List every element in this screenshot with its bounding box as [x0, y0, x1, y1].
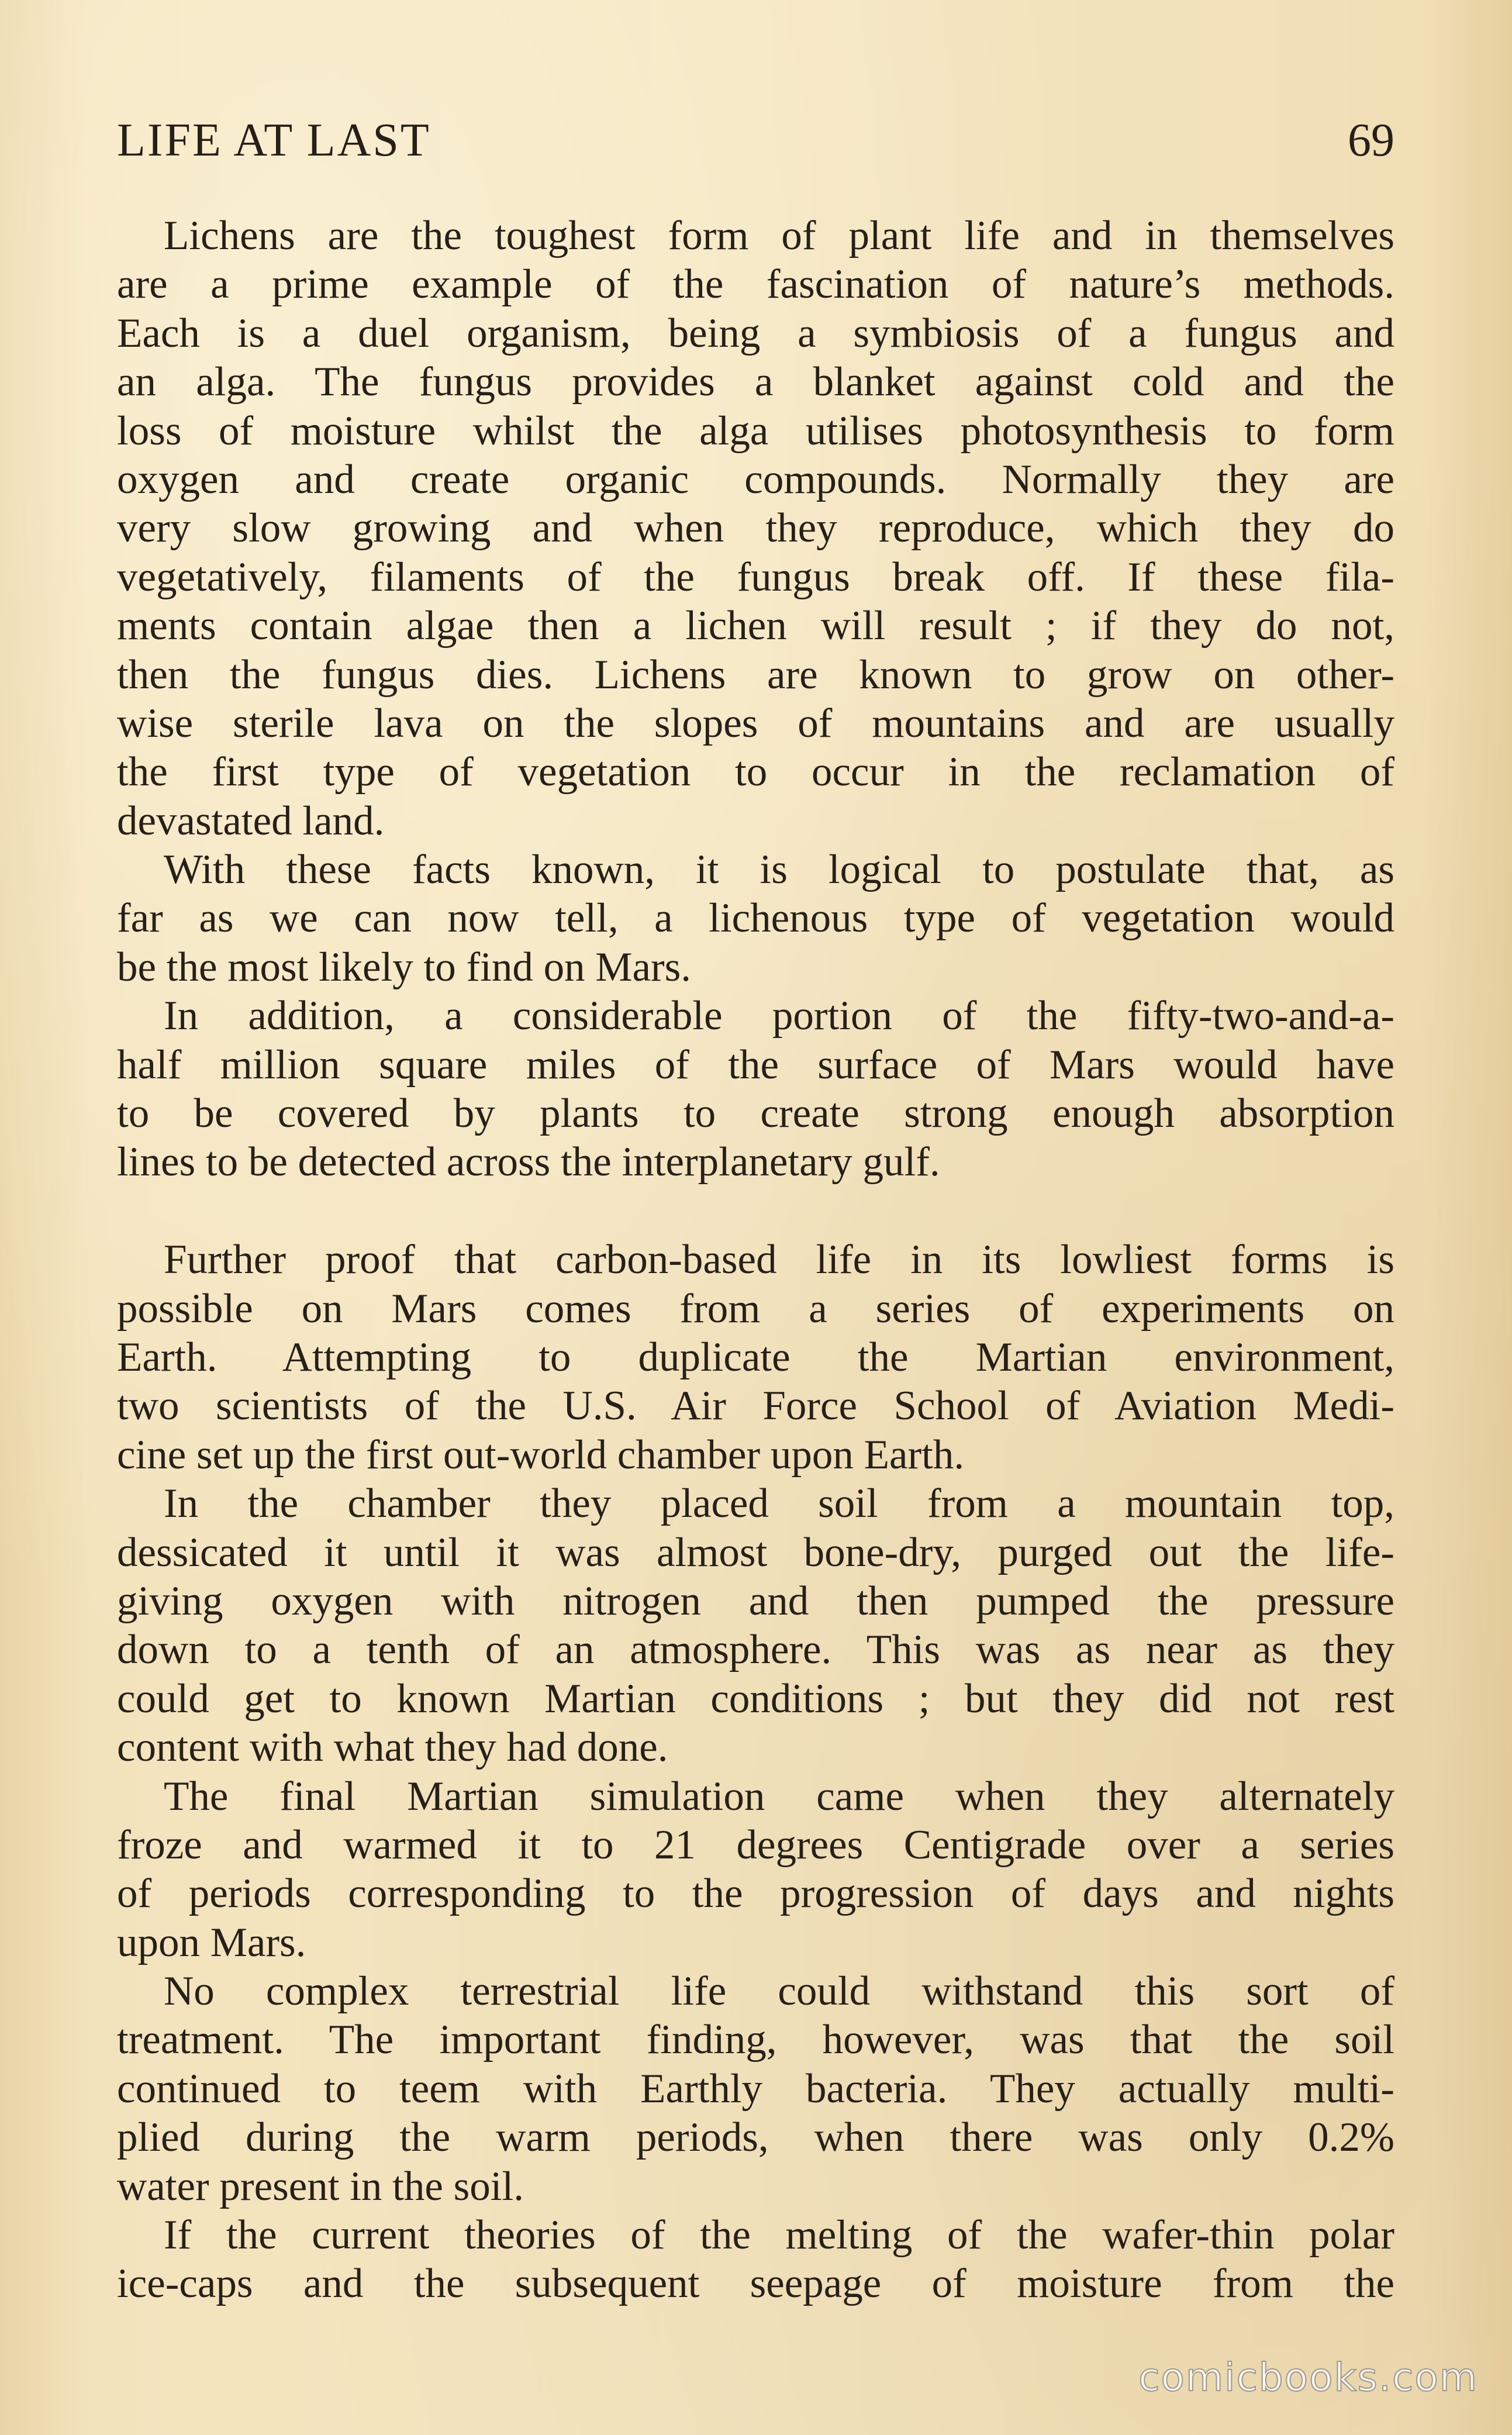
page-number: 69	[1348, 115, 1394, 166]
text-line: of periods corresponding to the progression of days and nights	[117, 1871, 1394, 1917]
text-line: possible on Mars comes from a series of experiments on	[117, 1285, 1394, 1332]
text-line: dessicated it until it was almost bone-dry, purged out the life-	[117, 1529, 1394, 1575]
text-line: the first type of vegetation to occur in the reclamation of	[117, 749, 1394, 795]
text-line: could get to known Martian conditions ; but they did not rest	[117, 1675, 1394, 1722]
text-line: Earth. Attempting to duplicate the Martian environment,	[117, 1334, 1394, 1380]
text-line: plied during the warm periods, when there was only 0.2%	[117, 2115, 1394, 2161]
page-header	[117, 108, 1394, 173]
text-line: treatment. The important finding, however, was that the soil	[117, 2017, 1394, 2063]
text-line: In the chamber they placed soil from a mountain top,	[164, 1481, 1394, 1527]
text-line: wise sterile lava on the slopes of mountains and are usually	[117, 700, 1394, 746]
text-line: be the most likely to find on Mars.	[117, 944, 692, 990]
body-text	[117, 212, 1394, 2309]
text-line: half million square miles of the surface of Mars would have	[117, 1041, 1394, 1088]
text-line: froze and warmed it to 21 degrees Centigrade over a series	[117, 1822, 1394, 1868]
text-line: upon Mars.	[117, 1919, 306, 1965]
text-line: two scientists of the U.S. Air Force School of Aviation Medi-	[117, 1383, 1394, 1429]
text-line: Further proof that carbon-based life in its lowliest forms is	[164, 1237, 1394, 1283]
text-line: giving oxygen with nitrogen and then pumped the pressure	[117, 1578, 1394, 1624]
text-line: content with what they had done.	[117, 1724, 668, 1771]
text-line: very slow growing and when they reproduce, which they do	[117, 505, 1394, 551]
text-line: With these facts known, it is logical to postulate that, as	[164, 847, 1394, 893]
text-line: devastated land.	[117, 798, 385, 844]
text-line: lines to be detected across the interplanetary gulf.	[117, 1139, 940, 1185]
text-line: water present in the soil.	[117, 2163, 524, 2209]
text-line: far as we can now tell, a lichenous type of vegetation would	[117, 895, 1394, 941]
section-break	[117, 1187, 1394, 1236]
text-line: No complex terrestrial life could withstand this sort of	[164, 1968, 1394, 2015]
text-line: vegetatively, filaments of the fungus break off. If these fila-	[117, 554, 1394, 600]
text-line: then the fungus dies. Lichens are known to grow on other-	[117, 651, 1394, 698]
text-line: oxygen and create organic compounds. Normally they are	[117, 456, 1394, 502]
text-line: Each is a duel organism, being a symbiosis of a fungus and	[117, 310, 1394, 356]
text-line: down to a tenth of an atmosphere. This was as near as they	[117, 1627, 1394, 1673]
text-line: cine set up the first out-world chamber upon Earth.	[117, 1432, 965, 1478]
running-head: LIFE AT LAST	[117, 115, 431, 166]
text-line: are a prime example of the fascination of nature’s methods.	[117, 261, 1394, 308]
text-line: an alga. The fungus provides a blanket against cold and the	[117, 359, 1394, 405]
text-line: continued to teem with Earthly bacteria. They actually multi-	[117, 2065, 1394, 2112]
text-line: ments contain algae then a lichen will result ; if they do not,	[117, 603, 1394, 649]
site-watermark: comicbooks.com	[1138, 2355, 1478, 2400]
text-line: Lichens are the toughest form of plant life and in themselves	[164, 213, 1394, 258]
text-line: to be covered by plants to create strong enough absorption	[117, 1091, 1394, 1137]
text-line: loss of moisture whilst the alga utilises photosynthesis to form	[117, 408, 1394, 454]
text-line: The final Martian simulation came when they alternately	[164, 1773, 1394, 1819]
text-line: ice-caps and the subsequent seepage of moisture from the	[117, 2261, 1394, 2307]
text-line: In addition, a considerable portion of the fifty-two-and-a-	[164, 993, 1394, 1039]
text-line: If the current theories of the melting of the wafer-thin polar	[164, 2212, 1394, 2258]
